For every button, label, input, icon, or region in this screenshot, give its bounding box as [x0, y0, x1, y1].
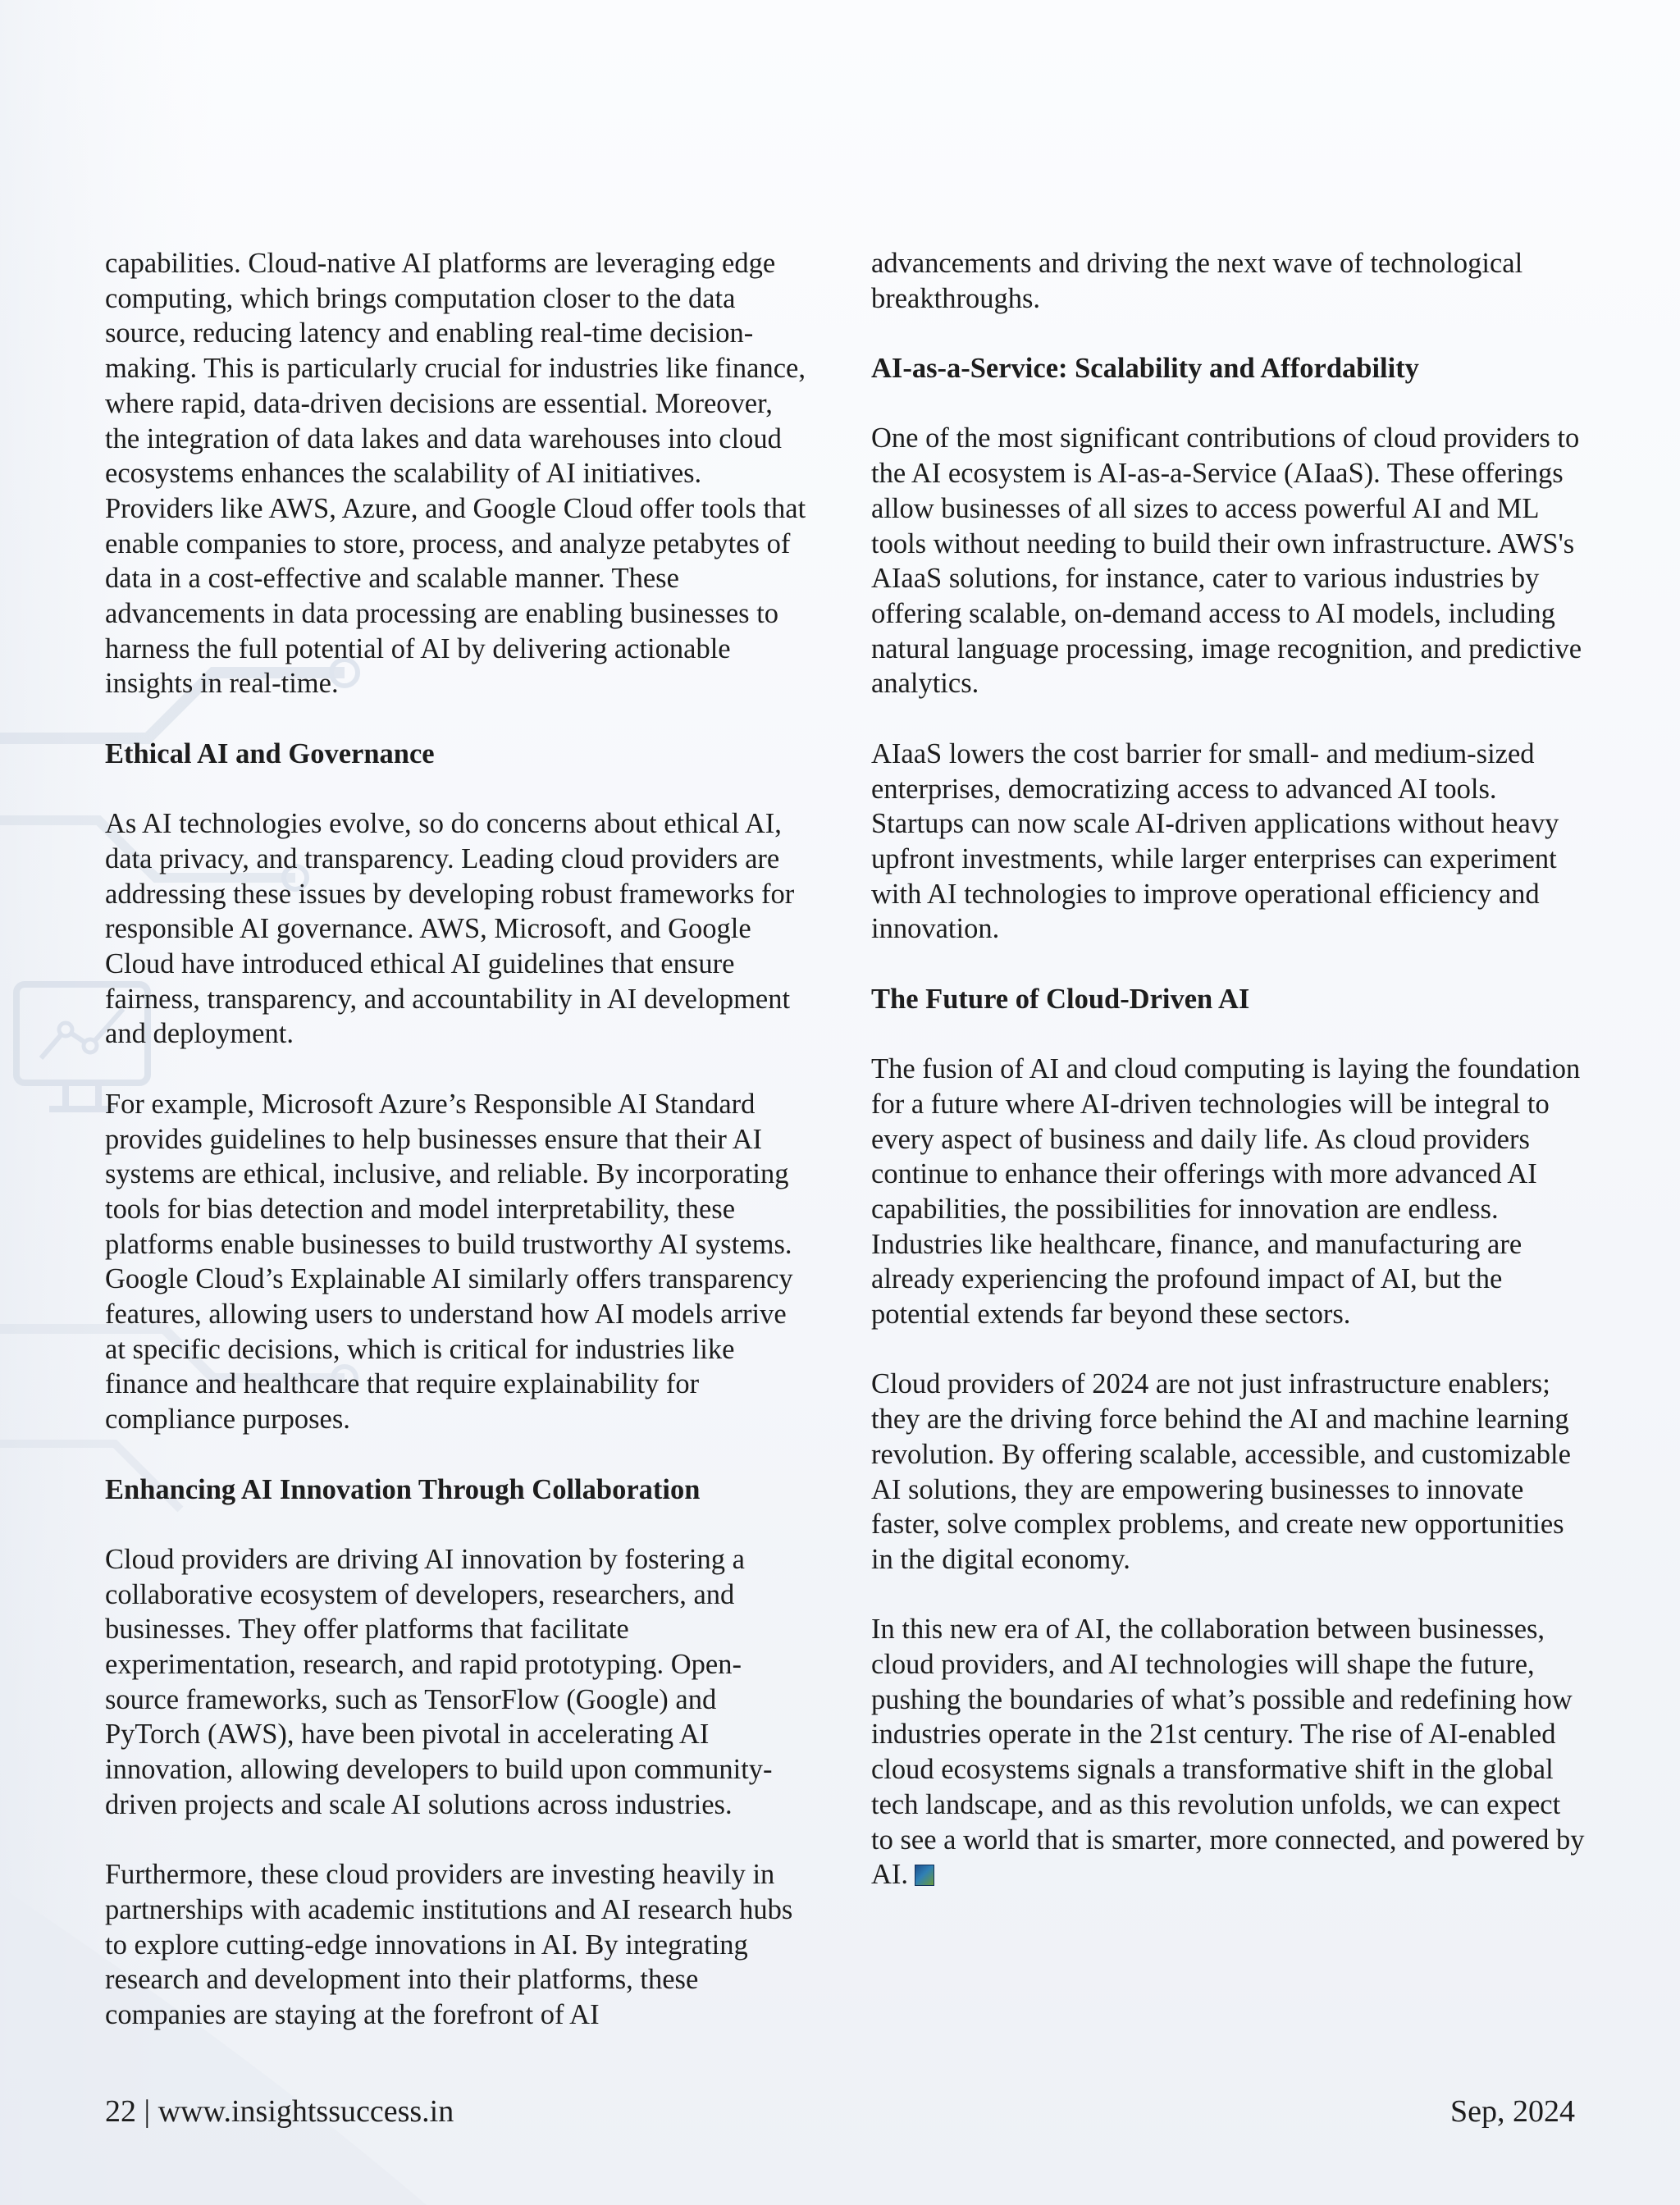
paragraph: advancements and driving the next wave of technological breakthroughs.: [871, 248, 1523, 314]
end-of-article-icon: [915, 1865, 934, 1886]
left-column: [105, 246, 810, 2067]
paragraph: As AI technologies evolve, so do concerns about ethical AI, data privacy, and transparency. Leading cloud providers are addressing these issues by developing robust frameworks for responsible AI governance. AWS, Microsoft, and Google Cloud have introduced ethical AI guidelines that ensure fairness, transparency, and accountability in AI development and deployment.: [105, 808, 795, 1050]
paragraph: AIaaS lowers the cost barrier for small- and medium-sized enterprises, democratizing access to advanced AI tools. Startups can now scale AI-driven applications without heavy upfront investments, while larger enterprises can experiment with AI technologies to improve operational efficiency and innovation.: [871, 737, 1559, 945]
paragraph: Furthermore, these cloud providers are investing heavily in partnerships with academic institutions and AI research hubs to explore cutting-edge innovations in AI. By integrating research and development into their platforms, these companies are staying at the forefront of AI: [105, 1859, 793, 2031]
paragraph: The fusion of AI and cloud computing is laying the foundation for a future where AI-driven technologies will be integral to every aspect of business and daily life. As cloud providers continue to enhance their offerings with more advanced AI capabilities, the possibilities for innovation are endless. Industries like healthcare, finance, and manufacturing are already experiencing the profound impact of AI, but the potential extends far beyond these sectors.: [871, 1053, 1581, 1331]
paragraph-text: In this new era of AI, the collaboration between businesses, cloud providers, and AI technologies will shape the future, pushing the boundaries of what’s possible and redefining how industries operate in the 21st century. The rise of AI-enabled cloud ecosystems signals a transformative shift in the global tech landscape, and as this revolution unfolds, we can expect to see a world that is smarter, more connected, and powered by AI.: [871, 1614, 1585, 1891]
footer-page-url: 22 | www.insightssuccess.in: [105, 2094, 454, 2129]
right-column: [871, 246, 1585, 1928]
footer-date: Sep, 2024: [1450, 2094, 1575, 2129]
section-heading-ethical-ai: Ethical AI and Governance: [105, 737, 435, 769]
section-heading-collaboration: Enhancing AI Innovation Through Collaboration: [105, 1473, 701, 1505]
paragraph: One of the most significant contributions of cloud providers to the AI ecosystem is AI-as-a-Service (AIaaS). These offerings allow businesses of all sizes to access powerful AI and ML tools without needing to build their own infrastructure. AWS's AIaaS solutions, for instance, cater to various industries by offering scalable, on-demand access to AI models, including natural language processing, image recognition, and predictive analytics.: [871, 422, 1582, 700]
paragraph: Cloud providers are driving AI innovation by fostering a collaborative ecosystem of developers, researchers, and businesses. They offer platforms that facilitate experimentation, research, and rapid prototyping. Open-source frameworks, such as TensorFlow (Google) and PyTorch (AWS), have been pivotal in accelerating AI innovation, allowing developers to build upon community-driven projects and scale AI solutions across industries.: [105, 1543, 773, 1820]
paragraph: capabilities. Cloud-native AI platforms are leveraging edge computing, which brings computation closer to the data source, reducing latency and enabling real-time decision-making. This is particularly crucial for industries like finance, where rapid, data-driven decisions are essential. Moreover, the integration of data lakes and data warehouses into cloud ecosystems enhances the scalability of AI initiatives. Providers like AWS, Azure, and Google Cloud offer tools that enable companies to store, process, and analyze petabytes of data in a cost-effective and scalable manner. These advancements in data processing are enabling businesses to harness the full potential of AI by delivering actionable insights in real-time.: [105, 248, 806, 700]
paragraph: For example, Microsoft Azure’s Responsible AI Standard provides guidelines to help businesses ensure that their AI systems are ethical, inclusive, and reliable. By incorporating tools for bias detection and model interpretability, these platforms enable businesses to build trustworthy AI systems. Google Cloud’s Explainable AI similarly offers transparency features, allowing users to understand how AI models arrive at specific decisions, which is critical for industries like finance and healthcare that require explainability for compliance purposes.: [105, 1088, 793, 1436]
section-heading-aiaas: AI-as-a-Service: Scalability and Affordability: [871, 353, 1419, 385]
section-heading-future: The Future of Cloud-Driven AI: [871, 983, 1250, 1015]
paragraph: Cloud providers of 2024 are not just infrastructure enablers; they are the driving force behind the AI and machine learning revolution. By offering scalable, accessible, and customizable AI solutions, they are empowering businesses to innovate faster, solve complex problems, and create new opportunities in the digital economy.: [871, 1368, 1571, 1575]
paragraph-final: [871, 1612, 1585, 1892]
